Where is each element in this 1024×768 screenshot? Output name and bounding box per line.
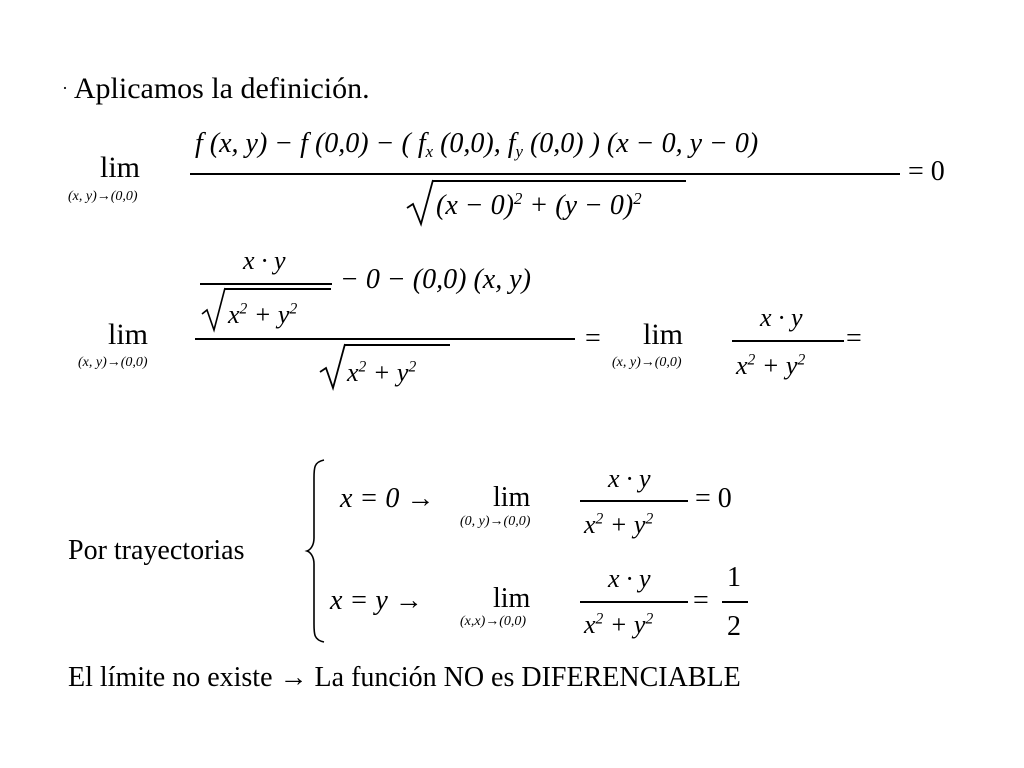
eq2-fraction-bar (195, 338, 575, 340)
case2-condition: x = y → (330, 585, 423, 616)
case2-result-numerator: 1 (727, 562, 741, 593)
eq2-equals-2: = (846, 323, 862, 354)
case1-lim: lim (493, 482, 531, 513)
case1-numerator: x · y (608, 464, 651, 493)
eq2-lim-2-sub: (x, y)→(0,0) (612, 355, 682, 370)
case2-numerator: x · y (608, 564, 651, 593)
eq2-lim-sub: (x, y)→(0,0) (78, 355, 148, 370)
eq2-denominator: $x^2 + y^2$ (347, 358, 417, 387)
case2-lim: lim (493, 583, 531, 614)
eq2-inner-numerator: x · y (243, 246, 286, 275)
intro-text: Aplicamos la definición. (73, 72, 370, 105)
eq2-inner-sqrt-overline (225, 288, 331, 290)
eq1-numerator: f (x, y) − f (0,0) − ( $f_x$ (0,0), $f_y$ (0,0) ) (x − 0, y − 0) (195, 128, 759, 162)
eq2-sqrt-sign (318, 342, 346, 390)
eq2-equals-1: = (585, 323, 601, 354)
eq2-inner-denominator: $x^2 + y^2$ (228, 300, 298, 329)
eq1-denominator: $(x - 0)^2 + (y - 0)^2$ (436, 188, 642, 221)
eq2-frac-numerator: x · y (760, 303, 803, 332)
case2-result-bar (722, 601, 748, 603)
eq1-lim: lim (100, 151, 141, 184)
case2-lim-sub: (x,x)→(0,0) (460, 614, 527, 629)
eq1-sqrt-sign (405, 178, 435, 226)
eq2-lim: lim (108, 318, 149, 351)
eq1-result: = 0 (908, 156, 945, 187)
eq2-frac-bar (732, 340, 844, 342)
case1-condition: x = 0 → (340, 483, 435, 514)
eq2-inner-fraction-bar (200, 283, 332, 285)
case2-denominator: $x^2 + y^2$ (584, 610, 654, 639)
paths-brace (306, 458, 326, 644)
case2-equals: = (693, 585, 709, 616)
bullet-dot: · (62, 78, 68, 98)
eq2-numerator-tail: − 0 − (0,0) (x, y) (340, 264, 531, 295)
case1-lim-sub: (0, y)→(0,0) (460, 514, 531, 529)
case1-denominator: $x^2 + y^2$ (584, 510, 654, 539)
intro-line (62, 74, 370, 104)
case2-result-denominator: 2 (727, 611, 741, 642)
eq1-fraction-bar (190, 173, 900, 175)
eq1-lim-sub: (x, y)→(0,0) (68, 189, 138, 204)
case2-fraction-bar (580, 601, 688, 603)
arrow-icon: → (279, 662, 308, 693)
eq2-inner-sqrt-sign (200, 286, 226, 332)
eq1-sqrt-overline (433, 180, 686, 182)
case1-fraction-bar (580, 500, 688, 502)
eq2-sqrt-overline (344, 344, 450, 346)
paths-label: Por trayectorias (68, 535, 245, 566)
conclusion-line (68, 664, 741, 692)
case1-result: = 0 (695, 483, 732, 514)
eq2-frac-denominator: $x^2 + y^2$ (736, 351, 806, 380)
eq2-lim-2: lim (643, 318, 684, 351)
conclusion-left: El límite no existe (68, 662, 273, 693)
conclusion-right: La función NO es DIFERENCIABLE (314, 662, 741, 693)
